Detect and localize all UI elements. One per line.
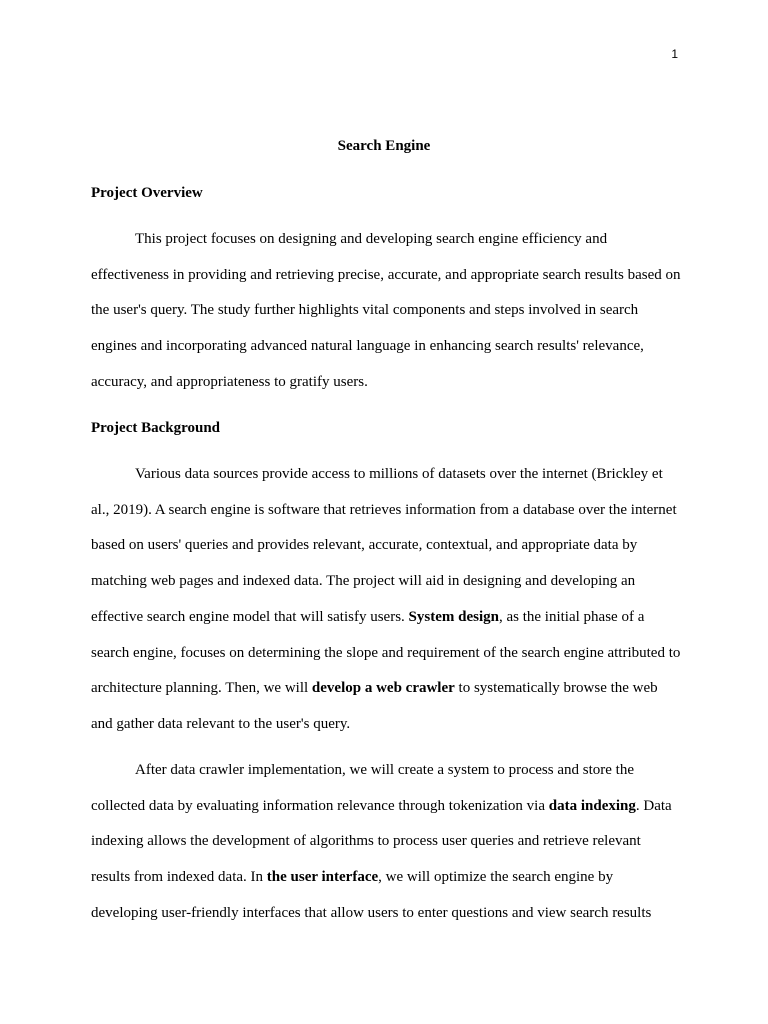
text-run: Various data sources provide access to millions of datasets over the internet (Brickley et al., 2019). A search engine is software that retrieves information from a database over the internet based on users' queries and provides relevant, accurate, contextual, and appropriate data by matching web pages and indexed data. The project will aid in designing and developing an effective search engine model that will satisfy users. bbox=[91, 466, 677, 625]
text-run: to systematically browse the web and gather data relevant to the user's query. bbox=[91, 680, 658, 732]
bold-term-web-crawler: develop a web crawler bbox=[311, 680, 455, 697]
background-paragraph-1 bbox=[91, 457, 681, 743]
text-run: . Data indexing allows the development of algorithms to process user queries and retrieve relevant results from indexed data. In bbox=[91, 797, 672, 886]
text-run: After data crawler implementation, we will create a system to process and store the collected data by evaluating information relevance through tokenization via bbox=[91, 762, 634, 814]
document-title: Search Engine bbox=[337, 138, 431, 154]
bold-term-data-indexing: data indexing bbox=[548, 797, 636, 814]
section-heading-background: Project Background bbox=[91, 420, 221, 436]
bold-term-user-interface: the user interface bbox=[266, 869, 379, 886]
background-paragraph-2 bbox=[91, 753, 681, 932]
text-run: , as the initial phase of a search engine, focuses on determining the slope and requirement of the search engine attributed to architecture planning. Then, we will bbox=[91, 608, 681, 697]
section-heading-overview: Project Overview bbox=[91, 185, 203, 201]
bold-term-system-design: System design bbox=[408, 608, 499, 625]
page-number: 1 bbox=[671, 47, 678, 61]
text-run: , we will optimize the search engine by developing user-friendly interfaces that allow users to enter questions and view search results bbox=[91, 869, 652, 921]
overview-paragraph: This project focuses on designing and developing search engine efficiency and effectiveness in providing and retrieving precise, accurate, and appropriate search results based on the user's query. The study further highlights vital components and steps involved in search engines and incorporating advanced natural language in enhancing search results' relevance, accuracy, and appropriateness to gratify users. bbox=[91, 231, 681, 390]
